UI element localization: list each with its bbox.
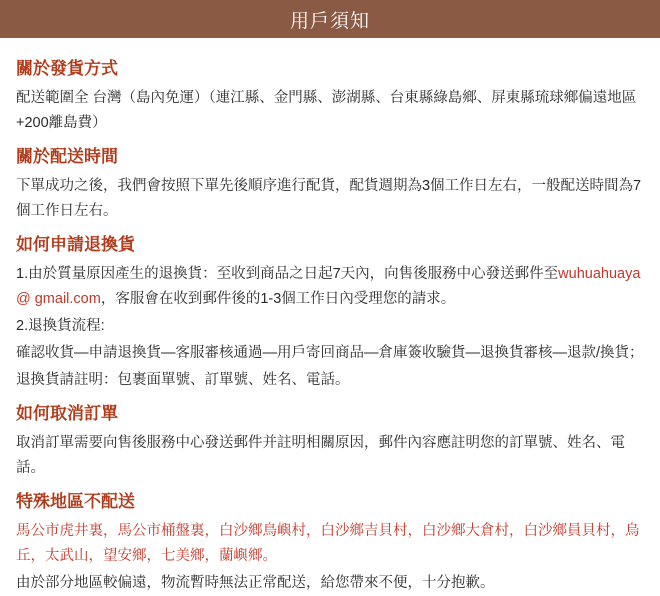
notice-content — [0, 38, 660, 596]
section-body: 配送範圍全 台灣（島內免運）（連江縣、金門縣、澎湖縣、台東縣綠島鄉、屏東縣琉球鄉偏遠地區+200離島費） — [16, 90, 637, 132]
section-title: 關於發貨方式 — [16, 59, 118, 78]
restricted-area-list: 馬公市虎井裏，馬公市桶盤裏，白沙鄉鳥嶼村，白沙鄉吉貝村，白沙鄉大倉村，白沙鄉員貝村，烏丘，太武山，望安鄉，七美鄉，蘭嶼鄉。 — [16, 522, 640, 564]
section-title: 關於配送時間 — [16, 146, 118, 166]
return-policy-suffix: ，客服會在收到郵件後的1-3個工作日內受理您的請求。 — [100, 290, 456, 307]
section-body: 下單成功之後，我們會按照下單先後順序進行配貨，配貨週期為3個工作日左右，一般配送時間為7個工作日左右。 — [16, 178, 642, 219]
section-shipping-time — [16, 146, 644, 224]
support-email-link[interactable]: wuhuahuaya @ gmail.com — [16, 266, 641, 307]
section-title: 如何申請退換貨 — [16, 234, 135, 254]
return-policy-prefix: 1.由於質量原因產生的退換貨：至收到商品之日起7天內，向售後服務中心發送郵件至 — [16, 266, 559, 283]
restricted-area-note: 由於部分地區較偏遠，物流暫時無法正常配送，給您帶來不便，十分抱歉。 — [16, 574, 495, 591]
page-header — [0, 0, 660, 38]
return-note: 退換貨請註明：包裹面單號、訂單號、姓名、電話。 — [16, 371, 350, 388]
return-flow-steps: 確認收貨—申請退換貨—客服審核通過—用戶寄回商品—倉庫簽收驗貨—退換貨審核—退款/換貨； — [16, 344, 644, 361]
section-title: 如何取消訂單 — [16, 403, 118, 423]
section-shipping-method — [16, 58, 644, 136]
section-restricted-areas — [16, 491, 644, 596]
section-cancel-order — [16, 403, 644, 481]
return-policy-line-1 — [16, 262, 644, 312]
section-title: 特殊地區不配送 — [16, 491, 135, 511]
section-return-exchange — [16, 234, 644, 393]
section-body: 取消訂單需要向售後服務中心發送郵件并註明相關原因，郵件內容應註明您的訂單號、姓名、電話。 — [16, 434, 625, 476]
return-flow-heading: 2.退換貨流程: — [16, 317, 105, 334]
page-title: 用戶須知 — [289, 10, 370, 32]
